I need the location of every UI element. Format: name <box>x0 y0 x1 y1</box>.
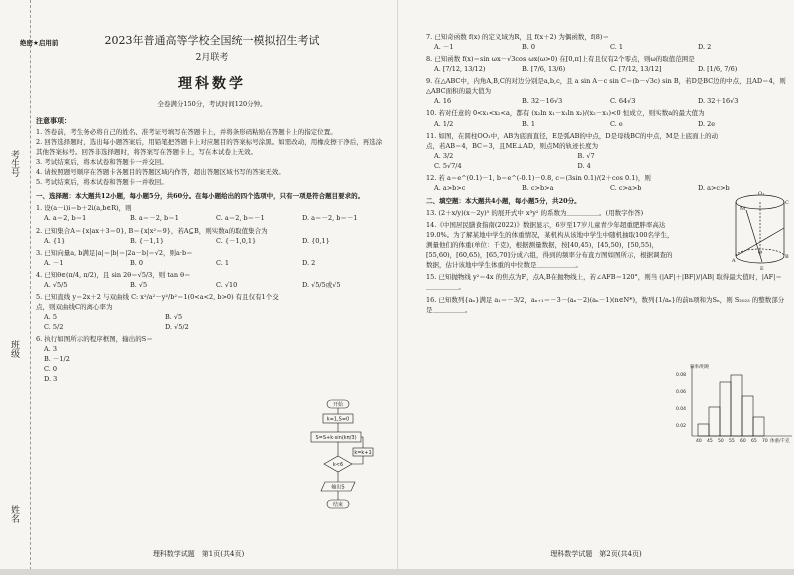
question-stem: 9. 在△ABC中，内角A,B,C的对边分别是a,b,c，且 a sin A－c sin C＝(b－√3c) sin B，若D是BC边的中点，且AD＝4，则△ABC面积的最大值为 <box>426 77 786 96</box>
question-stem: 3. 已知向量a, b满足|a|＝|b|＝|2a－b|＝√2，则a·b＝ <box>36 248 193 257</box>
question <box>426 76 786 106</box>
option: A. 5 <box>44 313 57 322</box>
option: C. [7/12, 13/12] <box>610 65 662 74</box>
option: D. √5/2 <box>165 323 189 332</box>
question-options <box>426 42 786 52</box>
option: B. √7 <box>577 151 595 160</box>
question-stem: 5. 已知直线 y＝2x＋2 与双曲线 C: x²/a²－y²/b²＝1(0<a<2, b>0) 有且仅有1个交点，则双曲线C的离心率为 <box>36 292 279 311</box>
option: B. 0 <box>130 258 144 267</box>
option: A. [7/12, 13/12) <box>434 65 486 74</box>
label-m: M <box>740 206 746 212</box>
exam-title: 2023年普通高等学校全国统一模拟招生考试 <box>104 34 320 47</box>
option: B. a＝－2, b＝1 <box>130 214 179 223</box>
option: A. 3 <box>44 345 57 354</box>
page-2-content <box>426 30 786 317</box>
question-list <box>36 203 388 384</box>
notice-title: 注意事项： <box>36 116 71 126</box>
exam-subtitle: 2月联考 <box>195 53 229 63</box>
option: D. a>c>b <box>698 183 730 192</box>
section-2-heading: 二、填空题：本大题共4小题，每小题5分，共20分。 <box>426 196 581 205</box>
label-e: E <box>760 266 764 272</box>
notice-item: 3. 考试结束后，将本试卷和答题卡一并交回。 <box>36 158 168 167</box>
question-options <box>426 64 786 74</box>
label-b: B <box>785 254 789 260</box>
fill-question: 13. (2＋x/y)(x－2y)⁵ 的展开式中 x³y² 的系数为＿＿＿＿＿。(用数字作答) <box>426 209 644 217</box>
question <box>36 292 286 332</box>
histogram-figure <box>676 362 794 446</box>
scan-bottom-edge <box>0 569 794 575</box>
class-label: 班级 <box>9 340 19 358</box>
option: C. c>a>b <box>610 183 642 192</box>
flow-start-label: 开始 <box>332 402 344 408</box>
section-1-heading: 一、选择题：本大题共12小题，每小题5分，共60分。在每小题给出的四个选项中，只有一项是符合题目要求的。 <box>36 192 365 201</box>
notice-item: 5. 考试结束后，将本试卷和答题卡一并收回。 <box>36 178 168 187</box>
option: B. －1/2 <box>44 355 70 364</box>
question <box>426 108 786 128</box>
question <box>36 334 266 384</box>
flow-output-label: 输出S <box>331 484 345 491</box>
option: D. 4 <box>577 161 591 170</box>
hist-tick: 0.06 <box>676 390 687 395</box>
page-2 <box>398 0 794 575</box>
label-o1: O₁ <box>758 191 765 197</box>
question-options <box>36 280 388 290</box>
question-options <box>426 119 786 129</box>
flow-sum-label: S=S+k·sin(kπ/3) <box>315 435 357 441</box>
option: A. a>b>c <box>434 183 466 192</box>
question <box>36 226 388 246</box>
page-1-content <box>36 32 388 386</box>
label-o: O <box>758 250 763 256</box>
flow-end-label: 结束 <box>332 502 344 508</box>
flow-init-label: k=1,S=0 <box>326 416 350 423</box>
question-stem: 6. 执行如图所示的程序框图，输出的S＝ <box>36 335 153 344</box>
hist-xtick: 65 <box>751 439 757 444</box>
flowchart-figure <box>305 398 375 518</box>
label-a: A <box>732 258 736 264</box>
score-note: 全卷满分150分，考试时间120分钟。 <box>157 100 267 108</box>
question-stem: 2. 已知集合A＝{x|ax＋3＝0}, B＝{x|x²＝9}，若A⊆B，则实数a的取值集合为 <box>36 226 268 235</box>
question-options <box>426 151 721 171</box>
option: D. [1/6, 7/6) <box>698 65 738 74</box>
question-stem: 10. 若对任意的 0<x₁<x₂<a，都有 (x₂ln x₁－x₁ln x₂)/(x₂－x₁)<0 恒成立，则实数a的最大值为 <box>426 109 705 118</box>
option: A. 3/2 <box>434 151 454 160</box>
option: D. 2e <box>698 119 716 128</box>
fill-question: 16. 已知数列{aₙ}满足 a₁＝－3/2，aₙ₊₁＝－3－(aₙ－2)(aₙ－1)(n∈N*)，数列{1/aₙ}的前n项和为Sₙ，则 S₂₀₂₃ 的整数部分是＿＿＿＿＿。 <box>426 295 785 314</box>
question <box>426 54 786 74</box>
hist-xtick: 60 <box>740 439 746 444</box>
option: B. c>b>a <box>522 183 554 192</box>
option: C. {－1,0,1} <box>216 236 257 245</box>
notice-item: 4. 请按照题号顺序在答题卡各题目的答题区域内作答，超出答题区域书写的答案无效。 <box>36 168 285 177</box>
notice-item: 2. 回答选择题时，选出每小题答案后，用铅笔把答题卡上对应题目的答案标号涂黑。如需改动，用橡皮擦干净后，再选涂其他答案标号。回答非选择题时，将答案写在答题卡上，写在本试卷上无效。 <box>36 138 383 157</box>
option: C. e <box>610 119 623 128</box>
question-stem: 7. 已知奇函数 f(x) 的定义域为R，且 f(x＋2) 为偶函数，f(8)＝ <box>426 33 609 41</box>
hist-bar <box>742 396 753 436</box>
question <box>36 203 388 223</box>
option: C. 0 <box>44 365 58 374</box>
option: D. √5/5或√5 <box>302 280 341 289</box>
question <box>36 248 388 268</box>
hist-bar <box>731 375 742 436</box>
question-stem: 1. 设(a－i)i＝b＋2i(a,b∈R)，则 <box>36 204 132 213</box>
option: C. 5√7/4 <box>434 161 462 170</box>
option: B. [7/6, 13/6) <box>522 65 566 74</box>
cylinder-figure <box>732 188 788 272</box>
option: D. {0,1} <box>302 236 330 245</box>
option: A. 1/2 <box>434 119 454 128</box>
option: D. a＝－2, b＝－1 <box>302 214 358 223</box>
option: B. 1 <box>522 119 536 128</box>
notice-item: 1. 答卷前，考生务必将自己的姓名、准考证号填写在答题卡上，并将条形码粘贴在答题卡上的指定位置。 <box>36 127 337 136</box>
hist-bar <box>720 382 731 436</box>
option: B. √5 <box>165 313 183 322</box>
fill-question: 14.《中国居民膳食指南(2022)》数据显示，6岁至17岁儿童青少年超重肥胖率高达19.0%。为了解某地中学生的体重情况，某机构从该地中学生中随机抽取100名学生，测量他们的体重(单位：千克)，根据测量数据，按[40,45)，[45,50)，[50,55)，[55,60)，[60,65)，[65,70]分成六组，得到的频率分布直方图如图所示，根据调查的数据，估计该地中学生体重的中位数是＿＿＿＿＿＿。 <box>426 221 674 270</box>
option: A. －1 <box>44 258 64 267</box>
binding-margin <box>0 0 31 575</box>
option: A. {1} <box>44 236 66 245</box>
question-options <box>36 312 286 332</box>
question-stem: 12. 若 a＝e^(0.1)－1, b＝e^(-0.1)－0.8, c＝(3sin 0.1)/(2＋cos 0.1)，则 <box>426 173 651 182</box>
option: C. 1 <box>216 258 230 267</box>
page-2-footer: 理科数学试题 第2页(共4页) <box>550 550 642 558</box>
question-options <box>36 258 388 268</box>
fill-question: 15. 已知抛物线 y²＝4x 的焦点为F，点A,B在抛物线上，若∠AFB＝120°，则当 (|AF|＋|BF|)/|AB| 取得最大值时，|AF|＝＿＿＿＿＿。 <box>426 273 782 292</box>
hist-xunit: 体重/千克 <box>770 439 790 444</box>
option: B. √5 <box>130 280 148 289</box>
question-options <box>36 236 388 246</box>
flow-increment-label: k=k+1 <box>354 450 372 456</box>
option: C. √10 <box>216 280 238 289</box>
hist-xtick: 50 <box>718 439 724 444</box>
option: A. √5/5 <box>44 280 68 289</box>
option: C. 5/2 <box>44 323 64 332</box>
option: B. {－1,1} <box>130 236 165 245</box>
hist-bar <box>698 424 709 436</box>
option: A. 16 <box>434 97 452 106</box>
name-label: 姓名 <box>9 505 19 523</box>
option: A. －1 <box>434 43 454 52</box>
option: D. 2 <box>302 258 316 267</box>
option: B. 0 <box>522 43 536 52</box>
hist-bar <box>753 417 764 436</box>
question <box>36 270 388 290</box>
option: D. 2 <box>698 43 712 52</box>
question-options <box>36 213 388 223</box>
option: B. 32－16√3 <box>522 97 563 106</box>
hist-ylabel: 频率/组距 <box>690 365 710 370</box>
question-options <box>426 96 786 106</box>
subject-title: 理科数学 <box>178 76 246 92</box>
hist-xtick: 55 <box>729 439 735 444</box>
page-1-footer: 理科数学试题 第1页(共4页) <box>152 550 245 558</box>
option: C. 64√3 <box>610 97 636 106</box>
question-stem: 11. 如图，在圆柱OO₁中，AB为底面直径，E是弧AB的中点，D是母线BC的中点，M是上底面上的动点，若AB＝4，BC＝3，且ME⊥AD，则点M的轨迹长度为 <box>426 131 719 150</box>
option: D. 32＋16√3 <box>698 97 739 106</box>
question <box>426 131 721 171</box>
label-c: C <box>785 200 789 206</box>
option: C. 1 <box>610 43 624 52</box>
hist-tick: 0.02 <box>676 424 687 429</box>
hist-bar <box>709 407 720 436</box>
question-stem: 8. 已知函数 f(x)＝sin ωx－√3cos ωx(ω>0) 在[0,π]上有且仅有2个零点，则ω的取值范围是 <box>426 55 695 64</box>
secret-label: 绝密★启用前 <box>20 39 59 47</box>
hist-xtick: 70 <box>762 439 768 444</box>
hist-tick: 0.08 <box>676 373 687 378</box>
notice-list <box>36 127 388 187</box>
hist-xtick: 45 <box>707 439 713 444</box>
hist-xtick: 40 <box>696 439 702 444</box>
option: A. a＝2, b＝1 <box>44 214 87 223</box>
flow-condition-label: k<6 <box>332 462 344 468</box>
question <box>426 32 786 52</box>
option: D. 3 <box>44 375 58 384</box>
cylinder-bottom-front <box>736 256 784 263</box>
option: C. a＝2, b＝－1 <box>216 214 265 223</box>
question-options <box>36 344 266 384</box>
candidate-number-label: 考生号 <box>9 150 19 177</box>
question-stem: 4. 已知θ∈(π/4, π/2)，且 sin 2θ＝√5/3，则 tan θ＝ <box>36 270 191 279</box>
hist-tick: 0.04 <box>676 407 687 412</box>
